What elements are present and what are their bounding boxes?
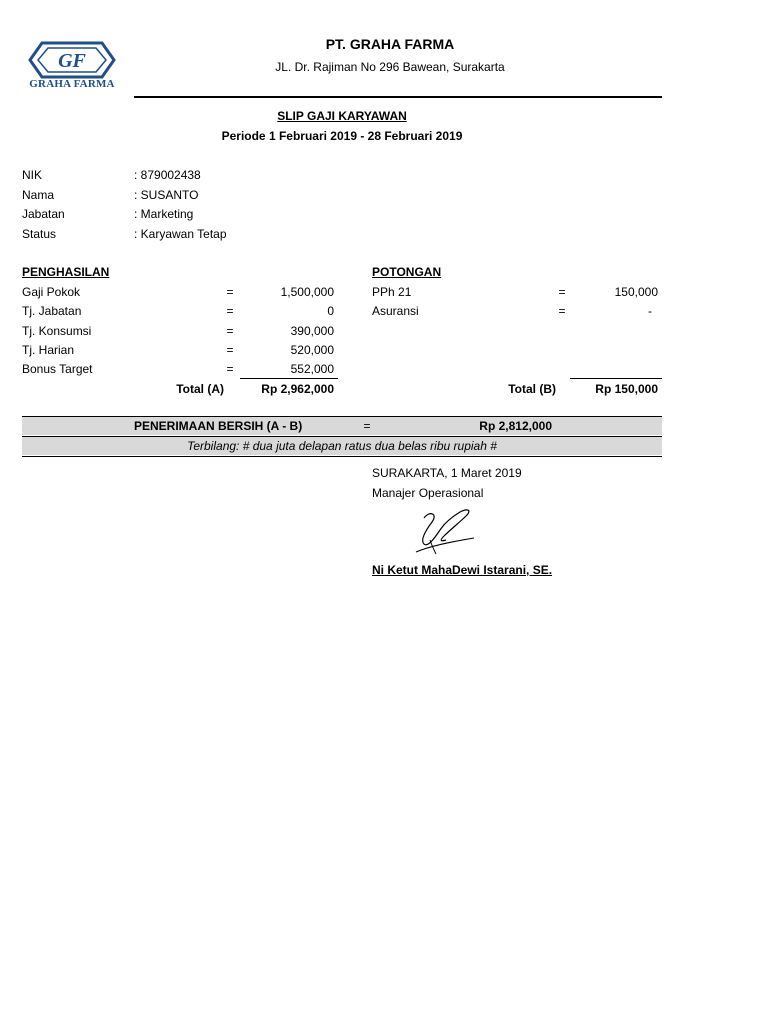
deduction-item-amount: 150,000	[614, 285, 658, 299]
income-item-amount: 520,000	[290, 343, 334, 357]
income-item-amount: 1,500,000	[280, 285, 334, 299]
net-value: Rp 2,812,000	[479, 419, 552, 433]
income-item-eq: =	[226, 324, 234, 338]
deduction-item-amount: -	[648, 304, 652, 318]
deductions-total-rule	[570, 378, 662, 379]
income-total-label: Total (A)	[176, 382, 224, 396]
jabatan-value: : Marketing	[134, 207, 194, 221]
gf-logo-icon	[22, 40, 122, 80]
logo-monogram: GF	[58, 50, 86, 72]
signature-position: Manajer Operasional	[372, 486, 484, 500]
income-item-eq: =	[226, 362, 234, 376]
nama-value: : SUSANTO	[134, 188, 199, 202]
net-bottom-border	[22, 456, 662, 457]
header-divider	[134, 96, 662, 98]
status-value: : Karyawan Tetap	[134, 227, 227, 241]
signature-place-date: SURAKARTA, 1 Maret 2019	[372, 466, 522, 480]
income-item-label: Bonus Target	[22, 362, 93, 376]
slip-title: SLIP GAJI KARYAWAN	[277, 109, 407, 123]
net-label: PENERIMAAN BERSIH (A - B)	[134, 419, 303, 433]
deduction-item-eq: =	[558, 285, 566, 299]
net-eq: =	[363, 419, 371, 433]
income-item-label: Tj. Konsumsi	[22, 324, 92, 338]
company-address: JL. Dr. Rajiman No 296 Bawean, Surakarta	[275, 60, 505, 74]
handwritten-signature	[410, 500, 480, 560]
income-heading: PENGHASILAN	[22, 265, 110, 279]
deductions-total-label: Total (B)	[508, 382, 556, 396]
jabatan-label: Jabatan	[22, 207, 65, 221]
income-item-eq: =	[226, 343, 234, 357]
signer-name: Ni Ketut MahaDewi Istarani, SE.	[372, 563, 553, 577]
deductions-heading: POTONGAN	[372, 265, 442, 279]
net-in-words: Terbilang: # dua juta delapan ratus dua belas ribu rupiah #	[187, 439, 497, 453]
status-label: Status	[22, 227, 57, 241]
income-total-value: Rp 2,962,000	[261, 382, 334, 396]
in-words-row	[22, 437, 662, 455]
nama-label: Nama	[22, 188, 55, 202]
deduction-item-label: Asuransi	[372, 304, 419, 318]
income-item-label: Tj. Harian	[22, 343, 75, 357]
net-pay-row	[22, 417, 662, 435]
company-name: PT. GRAHA FARMA	[325, 36, 455, 52]
nik-label: NIK	[22, 168, 43, 182]
nik-value: : 879002438	[134, 168, 201, 182]
deduction-item-eq: =	[558, 304, 566, 318]
income-item-label: Gaji Pokok	[22, 285, 81, 299]
income-total-rule	[240, 378, 338, 379]
slip-period: Periode 1 Februari 2019 - 28 Februari 2019	[221, 129, 463, 143]
income-item-amount: 390,000	[290, 324, 334, 338]
income-item-amount: 0	[327, 304, 334, 318]
deduction-item-label: PPh 21	[372, 285, 412, 299]
income-item-label: Tj. Jabatan	[22, 304, 82, 318]
income-item-eq: =	[226, 285, 234, 299]
income-item-eq: =	[226, 304, 234, 318]
income-item-amount: 552,000	[290, 362, 334, 376]
deductions-total-value: Rp 150,000	[595, 382, 658, 396]
logo-text: GRAHA FARMA	[29, 78, 115, 90]
